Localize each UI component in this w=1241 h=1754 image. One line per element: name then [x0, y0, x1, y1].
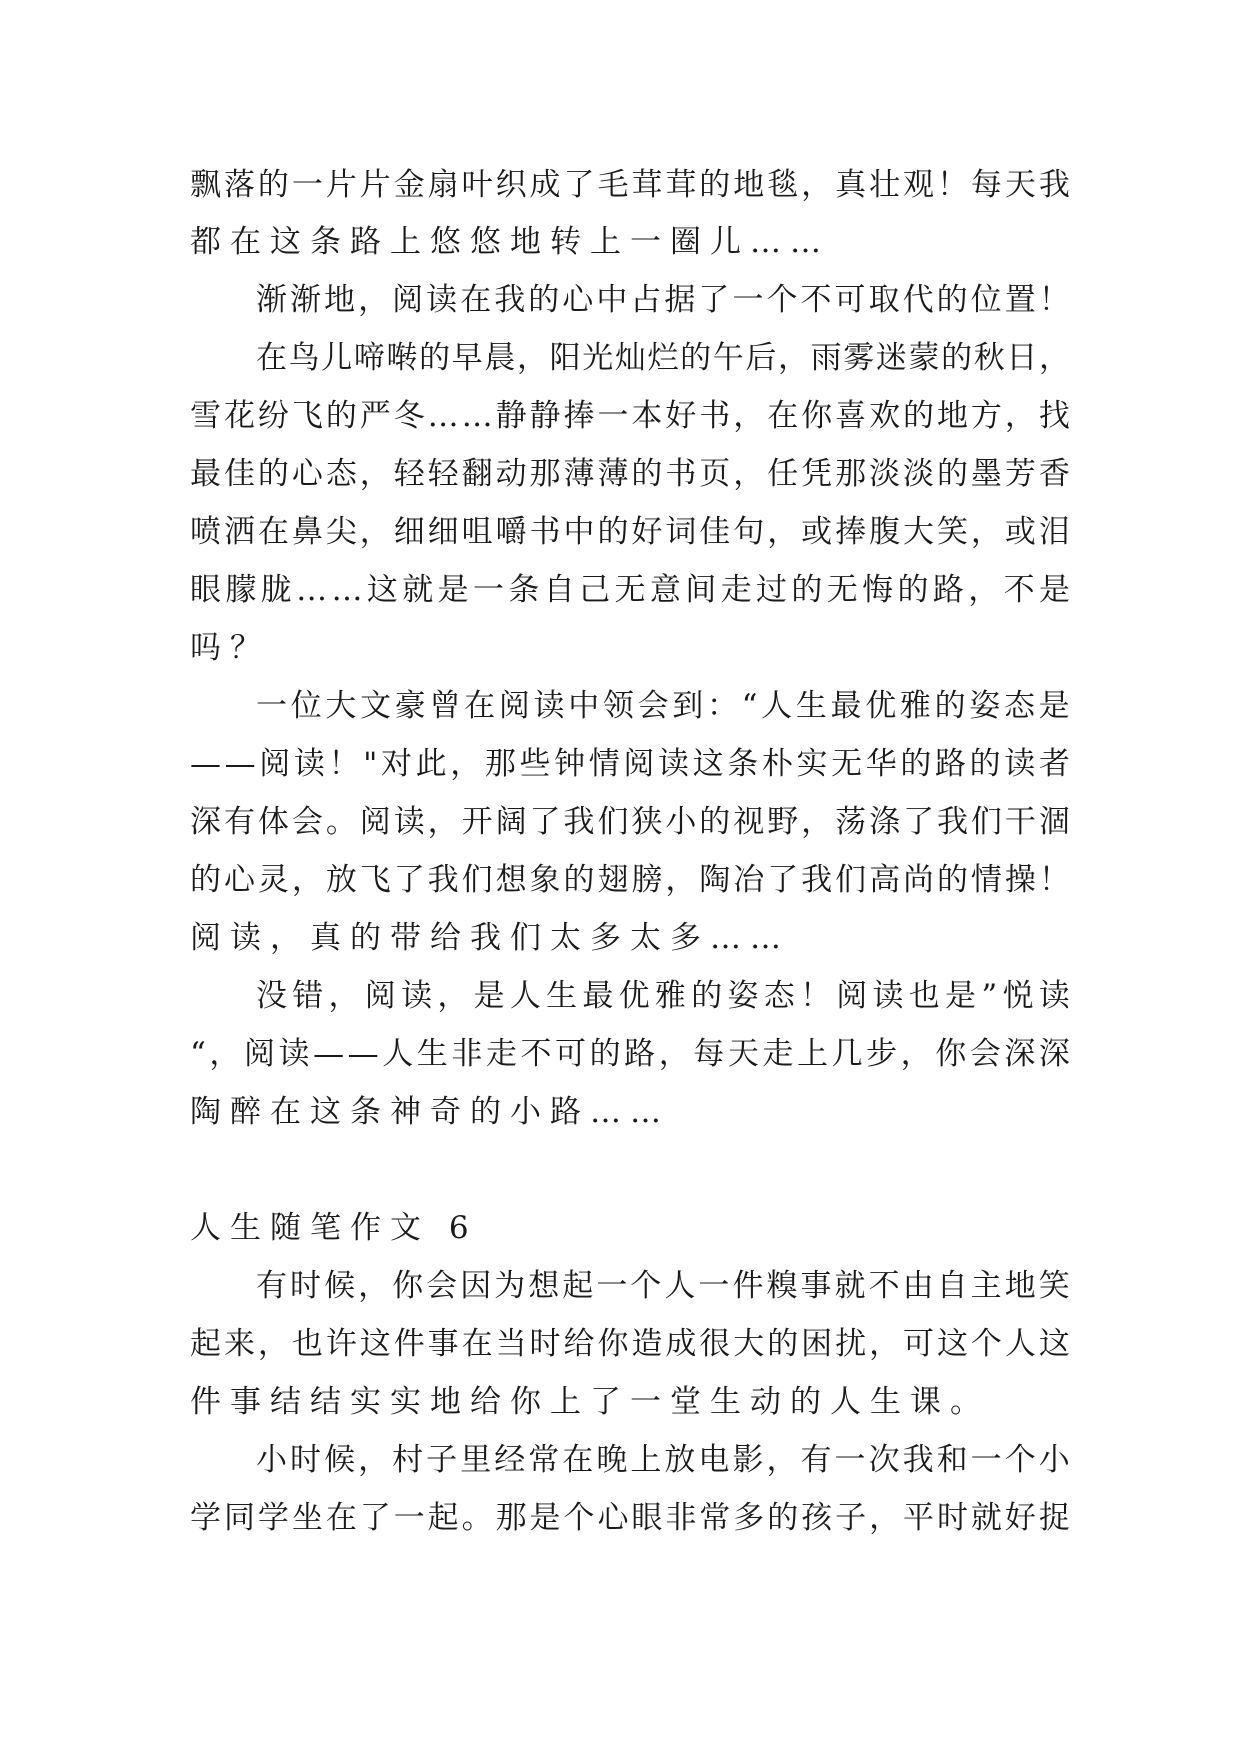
text-line: 陶醉在这条神奇的小路……	[190, 1094, 670, 1130]
text-line: “ ， 阅 读 — — 人 生 非 走 不 可 的 路 ， 每 天 走 上 几 步 ， 你 会 深 深	[190, 1036, 1070, 1072]
section-heading: 人生随笔作文 6	[190, 1210, 478, 1246]
text-line: 深 有 体 会 。 阅 读 ， 开 阔 了 我 们 狭 小 的 视 野 ， 荡 涤 了 我 们 干 涸	[190, 804, 1070, 840]
text-line: 一 位 大 文 豪 曾 在 阅 读 中 领 会 到 ： “ 人 生 最 优 雅 的 姿 态 是	[256, 688, 1070, 724]
text-line: 喷 洒 在 鼻 尖 ， 细 细 咀 嚼 书 中 的 好 词 佳 句 ， 或 捧 腹 大 笑 ， 或 泪	[190, 514, 1070, 550]
text-line: — — 阅 读 ！ " 对 此 ， 那 些 钟 情 阅 读 这 条 朴 实 无 华 的 路 的 读 者	[190, 746, 1070, 782]
text-line: 起 来 ， 也 许 这 件 事 在 当 时 给 你 造 成 很 大 的 困 扰 ， 可 这 个 人 这	[190, 1326, 1070, 1362]
text-line: 最 佳 的 心 态 ， 轻 轻 翻 动 那 薄 薄 的 书 页 ， 任 凭 那 淡 淡 的 墨 芳 香	[190, 456, 1070, 492]
text-line: 学 同 学 坐 在 了 一 起 。 那 是 个 心 眼 非 常 多 的 孩 子 ， 平 时 就 好 捉	[190, 1500, 1070, 1536]
text-line: 没 错 ， 阅 读 ， 是 人 生 最 优 雅 的 姿 态 ！ 阅 读 也 是 ” 悦 读	[256, 978, 1070, 1014]
text-line: 飘 落 的 一 片 片 金 扇 叶 织 成 了 毛 茸 茸 的 地 毯 ， 真 壮 观 ！ 每 天 我	[190, 167, 1070, 203]
text-line: 雪 花 纷 飞 的 严 冬 … … 静 静 捧 一 本 好 书 ， 在 你 喜 欢 的 地 方 ， 找	[190, 398, 1070, 434]
text-line: 都在这条路上悠悠地转上一圈儿……	[190, 224, 830, 260]
text-line: 在 鸟 儿 啼 啭 的 早 晨 ， 阳 光 灿 烂 的 午 后 ， 雨 雾 迷 蒙 的 秋 日 ，	[256, 340, 1070, 376]
text-line: 渐 渐 地 ， 阅 读 在 我 的 心 中 占 据 了 一 个 不 可 取 代 的 位 置 ！	[256, 282, 1070, 318]
text-line: 小 时 候 ， 村 子 里 经 常 在 晚 上 放 电 影 ， 有 一 次 我 和 一 个 小	[256, 1442, 1070, 1478]
text-line: 吗？	[190, 630, 270, 666]
text-line: 有 时 候 ， 你 会 因 为 想 起 一 个 人 一 件 糗 事 就 不 由 自 主 地 笑	[256, 1268, 1070, 1304]
text-line: 的 心 灵 ， 放 飞 了 我 们 想 象 的 翅 膀 ， 陶 冶 了 我 们 高 尚 的 情 操 ！	[190, 862, 1070, 898]
text-line: 眼 朦 胧 … … 这 就 是 一 条 自 己 无 意 间 走 过 的 无 悔 的 路 ， 不 是	[190, 572, 1070, 608]
text-line: 阅读，真的带给我们太多太多……	[190, 920, 790, 956]
text-line: 件事结结实实地给你上了一堂生动的人生课。	[190, 1384, 990, 1420]
